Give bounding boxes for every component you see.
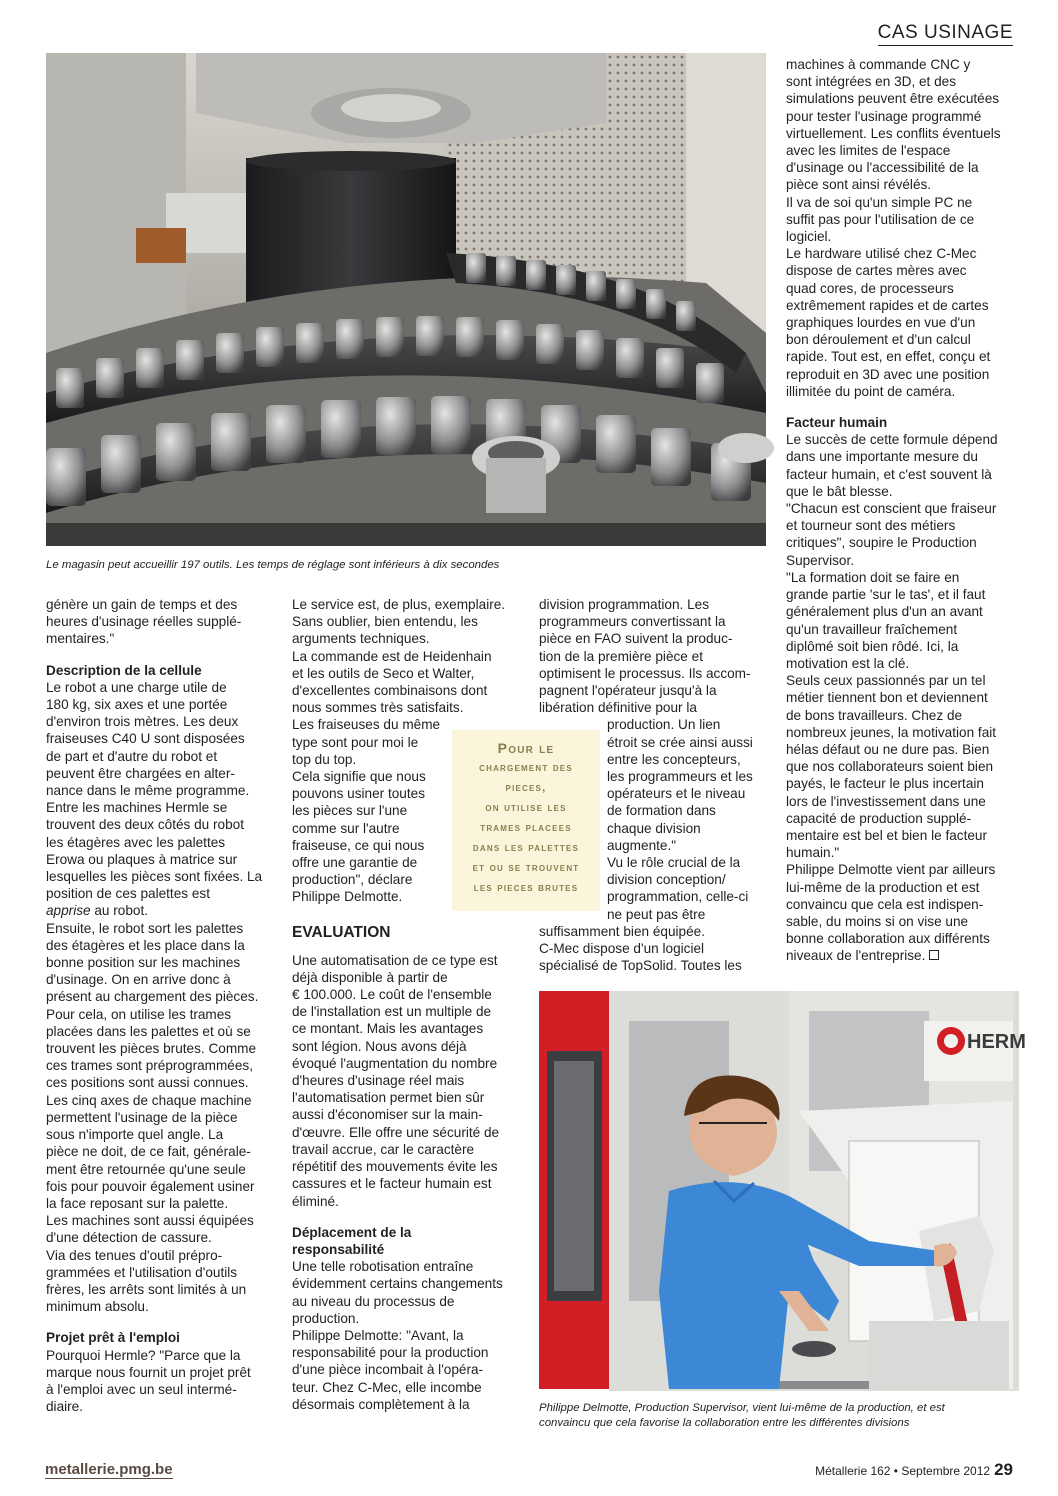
paragraph [46,679,284,920]
line: avec les limites de l'espace [786,143,951,159]
line: Sans oublier, bien entendu, les [292,614,478,630]
heading-evaluation: EVALUATION [292,923,391,941]
line: ne peut pas être [607,906,706,922]
line: qu'un travailleur fraîchement [786,621,958,637]
line: présent au chargement des pièces. [46,989,259,1005]
line: Cela signifie que nous [292,769,426,785]
line: marque nous fournit un projet prêt [46,1364,251,1380]
line: de formation dans [607,803,716,819]
top-photo-caption: Le magasin peut accueillir 197 outils. Les temps de réglage sont inférieurs à dix secondes [46,559,500,571]
line: motivation est la clé. [786,655,910,671]
line: d'usinage. On en arrive donc à [46,972,231,988]
tool-magazine-illustration [46,53,766,546]
line: division programmation. Les [539,597,710,612]
line: de part et d'autre du robot et [46,748,218,764]
heading-line: responsabilité [292,1241,385,1257]
line: les pièces sur l'une [292,803,408,819]
line: fraiseuse, ce qui nous [292,837,425,853]
line: La commande est de Heidenhain [292,648,492,664]
line: Les cinq axes de chaque machine [46,1092,252,1108]
line: pouvons usiner toutes [292,786,426,802]
line: lors de l'investissement dans une [786,793,986,809]
line: extrêmement rapides et de cartes [786,297,989,313]
line: mentaires." [46,631,115,647]
line: diaire. [46,1399,84,1415]
line: d'excellentes combinaisons dont [292,683,488,699]
line: programmation, celle-ci [607,889,749,905]
line: d'une détection de cassure. [46,1230,212,1246]
heading-description-cellule: Description de la cellule [46,662,202,678]
line: responsabilité pour la production [292,1345,489,1361]
line: Le robot a une charge utile de [46,679,227,695]
line: et tourneur sont des métiers [786,518,956,534]
line: production. Un lien [607,717,721,733]
line: à l'emploi avec un seul intermé- [46,1381,237,1397]
line: Pour cela, on utilise les trames [46,1006,232,1022]
heading-line: Déplacement de la [292,1224,412,1240]
column-2 [292,596,528,1413]
paragraph [786,56,1014,400]
line: métier tiennent bon et deviennent [786,690,988,706]
line: humain." [786,845,840,861]
line: sable, du moins si on vise une [786,913,969,929]
line: ce montant. Mais les avantages [292,1021,484,1037]
line: optimisent le processus. Ils accom- [539,665,751,681]
line: lui-même de la production et est [786,879,980,895]
line: position de ces palettes est [46,886,210,902]
heading-facteur-humain: Facteur humain [786,415,888,431]
caption-line: Philippe Delmotte, Production Supervisor, vient lui-même de la production, et est [539,1402,945,1414]
line: pièce sont ainsi révélés. [786,177,932,193]
line: lesquelles les pièces sont fixées. La [46,869,263,885]
line: l'automatisation permet bien sûr [292,1090,485,1106]
line: ces positions sont aussi connues. [46,1075,249,1091]
line: sous n'importe quel angle. La [46,1127,224,1143]
pull-quote-line: les pieces brutes [473,882,579,894]
line: grammées et l'utilisation d'outils [46,1264,238,1280]
line: d'œuvre. Elle offre une sécurité de [292,1124,500,1140]
line: Philippe Delmotte. [292,889,403,905]
line: au niveau du processus de [292,1293,455,1309]
line: Le service est, de plus, exemplaire. [292,597,506,612]
column-1 [46,596,284,1415]
line: évidemment certains changements [292,1276,503,1292]
line: Seuls ceux passionnés par un tel [786,673,986,689]
paragraph [607,716,767,922]
line: de bons travailleurs. Chez de [786,707,963,723]
line: heures d'usinage réelles supplé- [46,614,242,630]
paragraph [46,1347,284,1416]
line: opérateurs et le niveau [607,786,746,802]
line: d'usinage ou l'accessibilité de la [786,160,979,176]
line: placées dans les palettes et où se [46,1023,251,1039]
pull-quote-line: dans les palettes [472,842,580,854]
line: minimum absolu. [46,1299,149,1315]
line: que le bât blesse. [786,483,893,499]
line: bonne position sur les machines [46,955,241,971]
line: nance dans le même programme. [46,783,250,799]
line: fois pour pouvoir également usiner [46,1178,255,1194]
line: offre une garantie de [292,855,418,871]
line: fraiseuses C40 U sont disposées [46,731,245,747]
line: la face reposant sur la palette. [46,1195,229,1211]
line: "Chacun est conscient que fraiseur [786,501,997,517]
paragraph [46,596,284,648]
line: comme sur l'autre [292,820,400,836]
line: trouvent des deux côtés du robot [46,817,244,833]
line: pièce en FAO suivent la produc- [539,631,733,647]
line: que nos collaborateurs soient bien [786,759,994,775]
line: Entre les machines Hermle se [46,800,228,816]
line: Une automatisation de ce type est [292,952,498,968]
line: bon déroulement et d'un calcul [786,332,971,348]
pull-quote-line: Pour le [497,740,555,756]
line: virtuellement. Les conflits éventuels [786,125,1001,141]
line: Philippe Delmotte vient par ailleurs [786,862,996,878]
heading-deplacement [292,1224,528,1258]
line: Supervisor. [786,552,855,568]
line: Il va de soi qu'un simple PC ne [786,194,973,210]
line: étroit se crée ainsi aussi [607,734,753,750]
line: facteur humain, et c'est souvent là [786,466,992,482]
line: sont légion. Nous avons déjà [292,1038,467,1054]
line: Les machines sont aussi équipées [46,1213,254,1229]
line: génère un gain de temps et des [46,597,238,612]
line: d'environ trois mètres. Les deux [46,714,239,730]
line: niveaux de l'entreprise. [786,948,926,964]
page-number: 29 [994,1460,1013,1479]
line: division conception/ [607,872,726,888]
line: critiques", soupire le Production [786,535,977,551]
line: logiciel. [786,229,832,245]
line: € 100.000. Le coût de l'ensemble [292,987,492,1003]
line: suffisamment bien équipée. [539,923,705,939]
paragraph [539,923,767,975]
line: permettent l'usinage de la pièce [46,1109,238,1125]
pull-quote-line: on utilise les [485,802,567,814]
emphasis: apprise [46,903,91,919]
line: spécialisé de TopSolid. Toutes les [539,958,742,974]
line: ces trames sont préprogrammées, [46,1058,254,1074]
section-label: CAS USINAGE [878,22,1013,46]
footer-site-link[interactable]: metallerie.pmg.be [45,1461,173,1478]
line: "La formation doit se faire en [786,569,960,585]
end-of-article-icon [929,950,939,960]
line: tion de la première pièce et [539,648,703,664]
paragraph [539,596,767,716]
tool-magazine-photo [46,53,766,546]
line: reproduit en 3D avec une position [786,366,990,382]
heading-projet: Projet prêt à l'emploi [46,1330,180,1346]
line: quad cores, de processeurs [786,280,954,296]
line: pagnent l'opérateur jusqu'à la [539,683,717,699]
line: entre les concepteurs, [607,751,741,767]
pull-quote-line: pieces, [505,782,547,794]
line: des étagères et les place dans la [46,937,245,953]
line: Le succès de cette formule dépend [786,432,998,448]
line: rapide. Tout est, en effet, conçu et [786,349,991,365]
line: payés, le facteur le plus incertain [786,776,984,792]
line: éliminé. [292,1193,339,1209]
line: travail accrue, car le caractère [292,1141,475,1157]
line: suffit pas pour l'utilisation de ce [786,211,975,227]
pull-quote-line: chargement des [479,762,573,774]
line: illimitée du point de caméra. [786,383,956,399]
pull-quote-line: trames placees [480,822,572,834]
line: les programmeurs et les [607,769,753,785]
line: déjà disponible à partir de [292,969,448,985]
line: chaque division [607,820,701,836]
bottom-photo-caption [539,1401,1013,1432]
line: trouvent les pièces brutes. Comme [46,1041,257,1057]
footer-issue [815,1460,1013,1480]
delmotte-photo [539,991,1026,1389]
line: production. [292,1310,360,1326]
line: augmente." [607,837,677,853]
delmotte-illustration [539,991,1026,1389]
line: diplômé soit bien rôdé. Ici, la [786,638,959,654]
line: les étagères avec les palettes [46,834,226,850]
line: convaincu que cela est indispen- [786,896,984,912]
line: généralement plus d'un an avant [786,604,983,620]
paragraph [46,920,284,1316]
line: machines à commande CNC y [786,57,971,72]
line: Les fraiseuses du même [292,717,441,733]
line: mentaire est bel et bien le facteur [786,827,987,843]
line: production", déclare [292,872,413,888]
line: d'heures d'usinage réel mais [292,1073,465,1089]
line: teur. Chez C-Mec, elle incombe [292,1379,482,1395]
line: Vu le rôle crucial de la [607,855,741,871]
line: capacité de production supplé- [786,810,972,826]
line: au robot. [90,903,149,919]
line: Philippe Delmotte: "Avant, la [292,1327,464,1343]
line: Via des tenues d'outil prépro- [46,1247,223,1263]
line: Le hardware utilisé chez C-Mec [786,246,977,262]
line: ment être retournée qu'une seule [46,1161,246,1177]
line: Pourquoi Hermle? "Parce que la [46,1347,241,1363]
caption-line: convaincu que cela favorise la collaboration entre les différentes divisions [539,1417,910,1430]
column-4 [786,56,1014,965]
line: hélas défaut ou ne dure pas. Bien [786,741,990,757]
line: dispose de cartes mères avec [786,263,967,279]
hermle-sign-text: HERM [967,1031,1026,1053]
line: nombreux jeunes, la motivation fait [786,724,997,740]
line: Une telle robotisation entraîne [292,1259,474,1275]
line: cassures et le facteur humain est [292,1176,492,1192]
line: Ensuite, le robot sort les palettes [46,920,244,936]
line: dans une importante mesure du [786,449,978,465]
line: 180 kg, six axes et une portée [46,697,228,713]
line: sont intégrées en 3D, et des [786,74,957,90]
line: et les outils de Seco et Walter, [292,665,475,681]
line: de l'installation est un multiple de [292,1004,492,1020]
line: peuvent être chargées en alter- [46,765,235,781]
issue-label: Métallerie 162 • Septembre 2012 [815,1464,991,1478]
line: type sont pour moi le [292,734,419,750]
line: nous sommes très satisfaits. [292,700,464,716]
pull-quote-line: et ou se trouvent [472,862,580,874]
paragraph [292,1258,528,1413]
line: aussi d'économiser sur la main- [292,1107,483,1123]
line: désormais complètement à la [292,1396,470,1412]
line: évoqué l'augmentation du nombre [292,1055,498,1071]
line: libération définitive pour la [539,700,697,716]
column-3 [539,596,767,974]
line: graphiques lourdes en vue d'un [786,315,976,331]
line: top du top. [292,751,357,767]
line: programmeurs convertissant la [539,614,726,630]
line: simulations peuvent être exécutées [786,91,1000,107]
paragraph [292,952,528,1210]
line: bonne collaboration aux différents [786,931,990,947]
paragraph [786,431,1014,964]
line: frères, les arrêts sont limités à un [46,1281,247,1297]
line: arguments techniques. [292,631,430,647]
line: d'une pièce incombait à l'opéra- [292,1362,484,1378]
line: grande partie 'sur le tas', et il faut [786,587,986,603]
line: pièce ne doit, de ce fait, générale- [46,1144,251,1160]
line: Erowa ou plaques à matrice sur [46,851,238,867]
line: pour tester l'usinage programmé [786,108,982,124]
line: répétitif des mouvements évite les [292,1159,498,1175]
line: C-Mec dispose d'un logiciel [539,941,705,957]
